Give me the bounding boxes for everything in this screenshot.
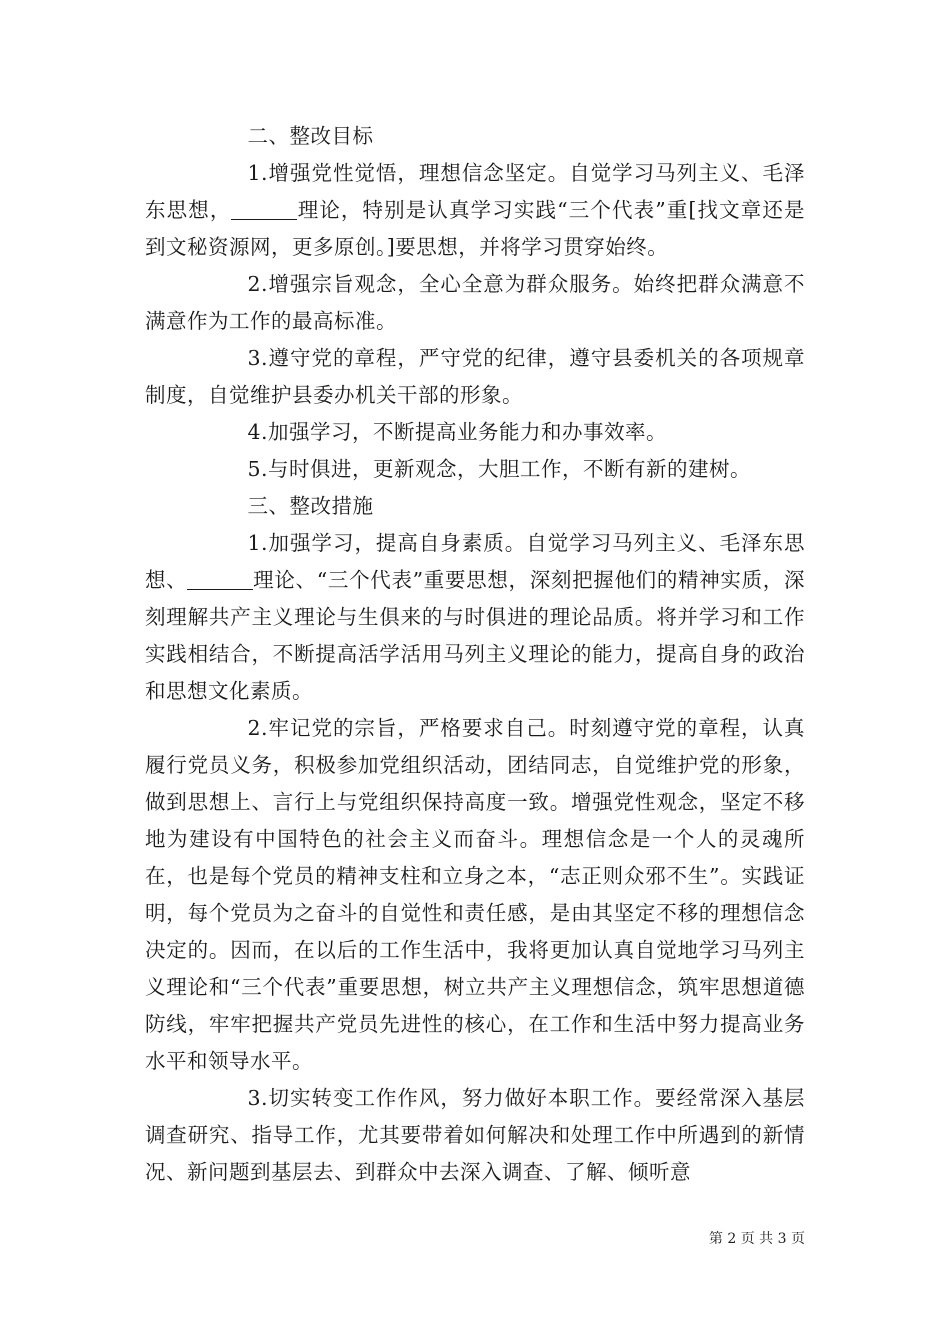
goal-item-1 xyxy=(145,155,805,266)
page-number-footer: 第 2 页 共 3 页 xyxy=(708,1231,805,1247)
goal-item-1-text-b: 理论，特别是认真学习实践“三个代表”重[找文章还是到文秘资源网，更多原创。]要思想，并将学习贯穿始终。 xyxy=(145,198,805,259)
goal-item-1-text-a: 1.增强党性觉悟，理想信念坚定。自觉学习马列主义、毛泽东思想， xyxy=(145,161,805,222)
measure-item-3: 3.切实转变工作作风，努力做好本职工作。要经常深入基层调查研究、指导工作，尤其要带着如何解决和处理工作中所遇到的新情况、新问题到基层去、到群众中去深入调查、了解、倾听意 xyxy=(145,1086,805,1184)
goal-item-2: 2.增强宗旨观念，全心全意为群众服务。始终把群众满意不满意作为工作的最高标准。 xyxy=(145,272,805,333)
section-heading-goals: 二、整改目标 xyxy=(247,124,374,148)
goal-item-5: 5.与时俱进，更新观念，大胆工作，不断有新的建树。 xyxy=(247,457,752,481)
measure-item-1 xyxy=(145,525,805,710)
section-heading-measures: 三、整改措施 xyxy=(247,494,374,518)
document-body xyxy=(145,118,805,1191)
measure-item-1-text-a: 1.加强学习，提高自身素质。自觉学习马列主义、毛泽东思想、 xyxy=(145,531,805,592)
blank-underline xyxy=(187,569,253,591)
goal-item-3: 3.遵守党的章程，严守党的纪律，遵守县委机关的各项规章制度，自觉维护县委办机关干部的形象。 xyxy=(145,346,805,407)
blank-underline xyxy=(231,199,297,221)
measure-item-2: 2.牢记党的宗旨，严格要求自己。时刻遵守党的章程，认真履行党员义务，积极参加党组织活动，团结同志，自觉维护党的形象，做到思想上、言行上与党组织保持高度一致。增强党性观念，坚定不移地为建设有中国特色的社会主义而奋斗。理想信念是一个人的灵魂所在，也是每个党员的精神支柱和立身之本，“志正则众邪不生”。实践证明，每个党员为之奋斗的自觉性和责任感，是由其坚定不移的理想信念决定的。因而，在以后的工作生活中，我将更加认真自觉地学习马列主义理论和“三个代表”重要思想，树立共产主义理想信念，筑牢思想道德防线，牢牢把握共产党员先进性的核心，在工作和生活中努力提高业务水平和领导水平。 xyxy=(145,716,805,1073)
measure-item-1-text-b: 理论、“三个代表”重要思想，深刻把握他们的精神实质，深刻理解共产主义理论与生俱来的与时俱进的理论品质。将并学习和工作实践相结合，不断提高活学活用马列主义理论的能力，提高自身的政治和思想文化素质。 xyxy=(145,568,805,703)
goal-item-4: 4.加强学习，不断提高业务能力和办事效率。 xyxy=(247,420,668,444)
